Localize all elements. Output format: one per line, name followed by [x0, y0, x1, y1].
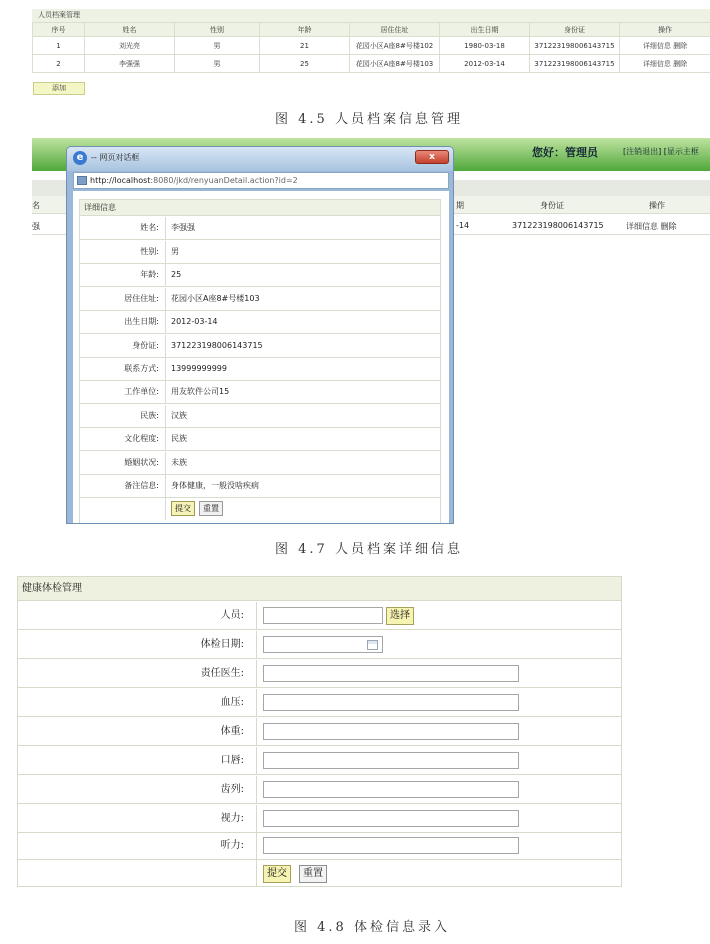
cell-gender: 男 — [175, 55, 260, 73]
cell-age: 21 — [260, 37, 350, 55]
field-label: 血压: — [18, 689, 257, 716]
row-actions-link[interactable]: 详细信息 删除 — [620, 37, 710, 55]
dialog-button-row — [80, 498, 440, 521]
col-header: 性别 — [175, 23, 260, 37]
dialog-titlebar[interactable] — [67, 147, 453, 171]
detail-value: 371223198006143715 — [171, 341, 263, 350]
cell-index: 2 — [33, 55, 85, 73]
detail-value: 民族 — [171, 434, 187, 443]
detail-value: 身体健康，一般没啥疾病 — [171, 481, 259, 490]
col-header: 操作 — [620, 23, 710, 37]
form-title: 健康体检管理 — [18, 577, 621, 601]
detail-dialog — [66, 146, 454, 524]
doctor-input[interactable] — [263, 665, 519, 682]
cell-name: 刘光亮 — [85, 37, 175, 55]
empty-label — [18, 860, 257, 887]
panel-title: 人员档案管理 — [32, 9, 710, 22]
detail-value: 13999999999 — [171, 364, 227, 373]
detail-label: 年龄: — [80, 264, 166, 286]
detail-label: 婚姻状况: — [80, 452, 166, 474]
detail-row — [80, 358, 440, 381]
detail-row — [80, 217, 440, 240]
field-label: 体检日期: — [18, 631, 257, 658]
form-row-exam-date — [18, 631, 621, 659]
form-row-doctor — [18, 660, 621, 688]
dialog-content — [73, 191, 449, 524]
cell-id-number: 371223198006143715 — [530, 55, 620, 73]
field-label: 人员: — [18, 602, 257, 629]
figure-caption: 图 4.7 人员档案详细信息 — [275, 542, 463, 557]
page-icon — [77, 176, 87, 185]
form-button-row — [18, 860, 621, 888]
detail-label: 民族: — [80, 405, 166, 427]
row-actions-link[interactable]: 详细信息 删除 — [620, 55, 710, 73]
table-row — [33, 55, 710, 73]
detail-label: 备注信息: — [80, 475, 166, 497]
cell-address: 花园小区A座8#号楼103 — [350, 55, 440, 73]
welcome-text: 您好：管理员 — [532, 146, 598, 159]
submit-button[interactable]: 提交 — [171, 501, 195, 516]
detail-value: 汉族 — [171, 411, 187, 420]
calendar-icon[interactable] — [367, 640, 378, 650]
cell-birthdate: -14 — [456, 221, 470, 230]
vision-input[interactable] — [263, 810, 519, 827]
cell-birthdate: 1980-03-18 — [440, 37, 530, 55]
detail-row — [80, 475, 440, 498]
col-header: 姓名 — [85, 23, 175, 37]
add-button[interactable]: 添加 — [33, 82, 85, 95]
detail-label: 身份证: — [80, 335, 166, 357]
cell-name: 强 — [32, 222, 40, 231]
figure-caption: 图 4.5 人员档案信息管理 — [275, 112, 463, 127]
col-header: 出生日期 — [440, 23, 530, 37]
hearing-input[interactable] — [263, 837, 519, 854]
col-header: 期 — [456, 201, 464, 210]
url-host: http://localhost — [90, 176, 151, 185]
table-row — [33, 37, 710, 55]
detail-value: 花园小区A座8#号楼103 — [171, 294, 260, 303]
exam-date-input[interactable] — [263, 636, 383, 653]
health-exam-form — [17, 576, 622, 887]
url-bar — [73, 172, 449, 189]
cell-address: 花园小区A座8#号楼102 — [350, 37, 440, 55]
detail-row — [80, 405, 440, 428]
detail-value: 用友软件公司15 — [171, 387, 230, 396]
detail-label: 姓名: — [80, 217, 166, 239]
reset-button[interactable]: 重置 — [299, 865, 327, 883]
personnel-records-panel — [32, 9, 710, 73]
field-label: 视力: — [18, 805, 257, 832]
col-header: 名 — [32, 201, 40, 210]
detail-row — [80, 452, 440, 475]
dialog-title: -- 网页对话框 — [91, 153, 140, 162]
detail-label: 性别: — [80, 241, 166, 263]
col-header: 身份证 — [530, 23, 620, 37]
row-actions-link[interactable]: 详细信息 删除 — [626, 222, 677, 231]
detail-row — [80, 288, 440, 311]
figure-caption: 图 4.8 体检信息录入 — [294, 920, 450, 935]
detail-label: 文化程度: — [80, 428, 166, 450]
detail-row — [80, 241, 440, 264]
form-row-person — [18, 602, 621, 630]
detail-table — [79, 199, 441, 524]
select-button[interactable]: 选择 — [386, 607, 414, 625]
field-label: 责任医生: — [18, 660, 257, 687]
cell-id-number: 371223198006143715 — [512, 221, 604, 230]
cell-index: 1 — [33, 37, 85, 55]
field-label: 听力: — [18, 832, 257, 859]
cell-name: 李强强 — [85, 55, 175, 73]
field-label: 齿列: — [18, 776, 257, 803]
detail-section-title: 详细信息 — [80, 200, 440, 216]
detail-label: 居住住址: — [80, 288, 166, 310]
detail-value: 李强强 — [171, 223, 195, 232]
close-button[interactable]: x — [415, 150, 449, 164]
form-row-hearing — [18, 832, 621, 860]
detail-value: 25 — [171, 270, 182, 279]
cell-gender: 男 — [175, 37, 260, 55]
detail-value: 男 — [171, 247, 179, 256]
col-header: 序号 — [33, 23, 85, 37]
person-input[interactable] — [263, 607, 383, 624]
detail-row — [80, 264, 440, 287]
empty-label — [80, 498, 166, 520]
detail-row — [80, 381, 440, 404]
weight-input[interactable] — [263, 723, 519, 740]
submit-button[interactable]: 提交 — [263, 865, 291, 883]
url-text — [90, 176, 298, 185]
form-row-vision — [18, 805, 621, 833]
cell-age: 25 — [260, 55, 350, 73]
lips-input[interactable] — [263, 752, 519, 769]
url-path: :8080/jkd/renyuanDetail.action?id=2 — [150, 176, 298, 185]
form-row-weight — [18, 718, 621, 746]
detail-row — [80, 311, 440, 334]
detail-label: 联系方式: — [80, 358, 166, 380]
reset-button[interactable]: 重置 — [199, 501, 223, 516]
col-header: 操作 — [649, 201, 665, 210]
detail-value: 未族 — [171, 458, 187, 467]
cell-birthdate: 2012-03-14 — [440, 55, 530, 73]
form-row-blood-pressure — [18, 689, 621, 717]
detail-value: 2012-03-14 — [171, 317, 218, 326]
detail-row — [80, 335, 440, 358]
col-header: 居住住址 — [350, 23, 440, 37]
browser-icon: e — [73, 151, 87, 165]
detail-label: 出生日期: — [80, 311, 166, 333]
cell-id-number: 371223198006143715 — [530, 37, 620, 55]
form-row-teeth — [18, 776, 621, 804]
detail-label: 工作单位: — [80, 381, 166, 403]
detail-row — [80, 428, 440, 451]
col-header: 身份证 — [540, 201, 564, 210]
col-header: 年龄 — [260, 23, 350, 37]
table-header-row — [33, 23, 710, 37]
field-label: 口唇: — [18, 747, 257, 774]
logout-links[interactable]: [注销退出] [显示主框 — [623, 147, 699, 156]
field-label: 体重: — [18, 718, 257, 745]
teeth-input[interactable] — [263, 781, 519, 798]
form-row-lips — [18, 747, 621, 775]
blood-pressure-input[interactable] — [263, 694, 519, 711]
personnel-table — [32, 22, 710, 73]
